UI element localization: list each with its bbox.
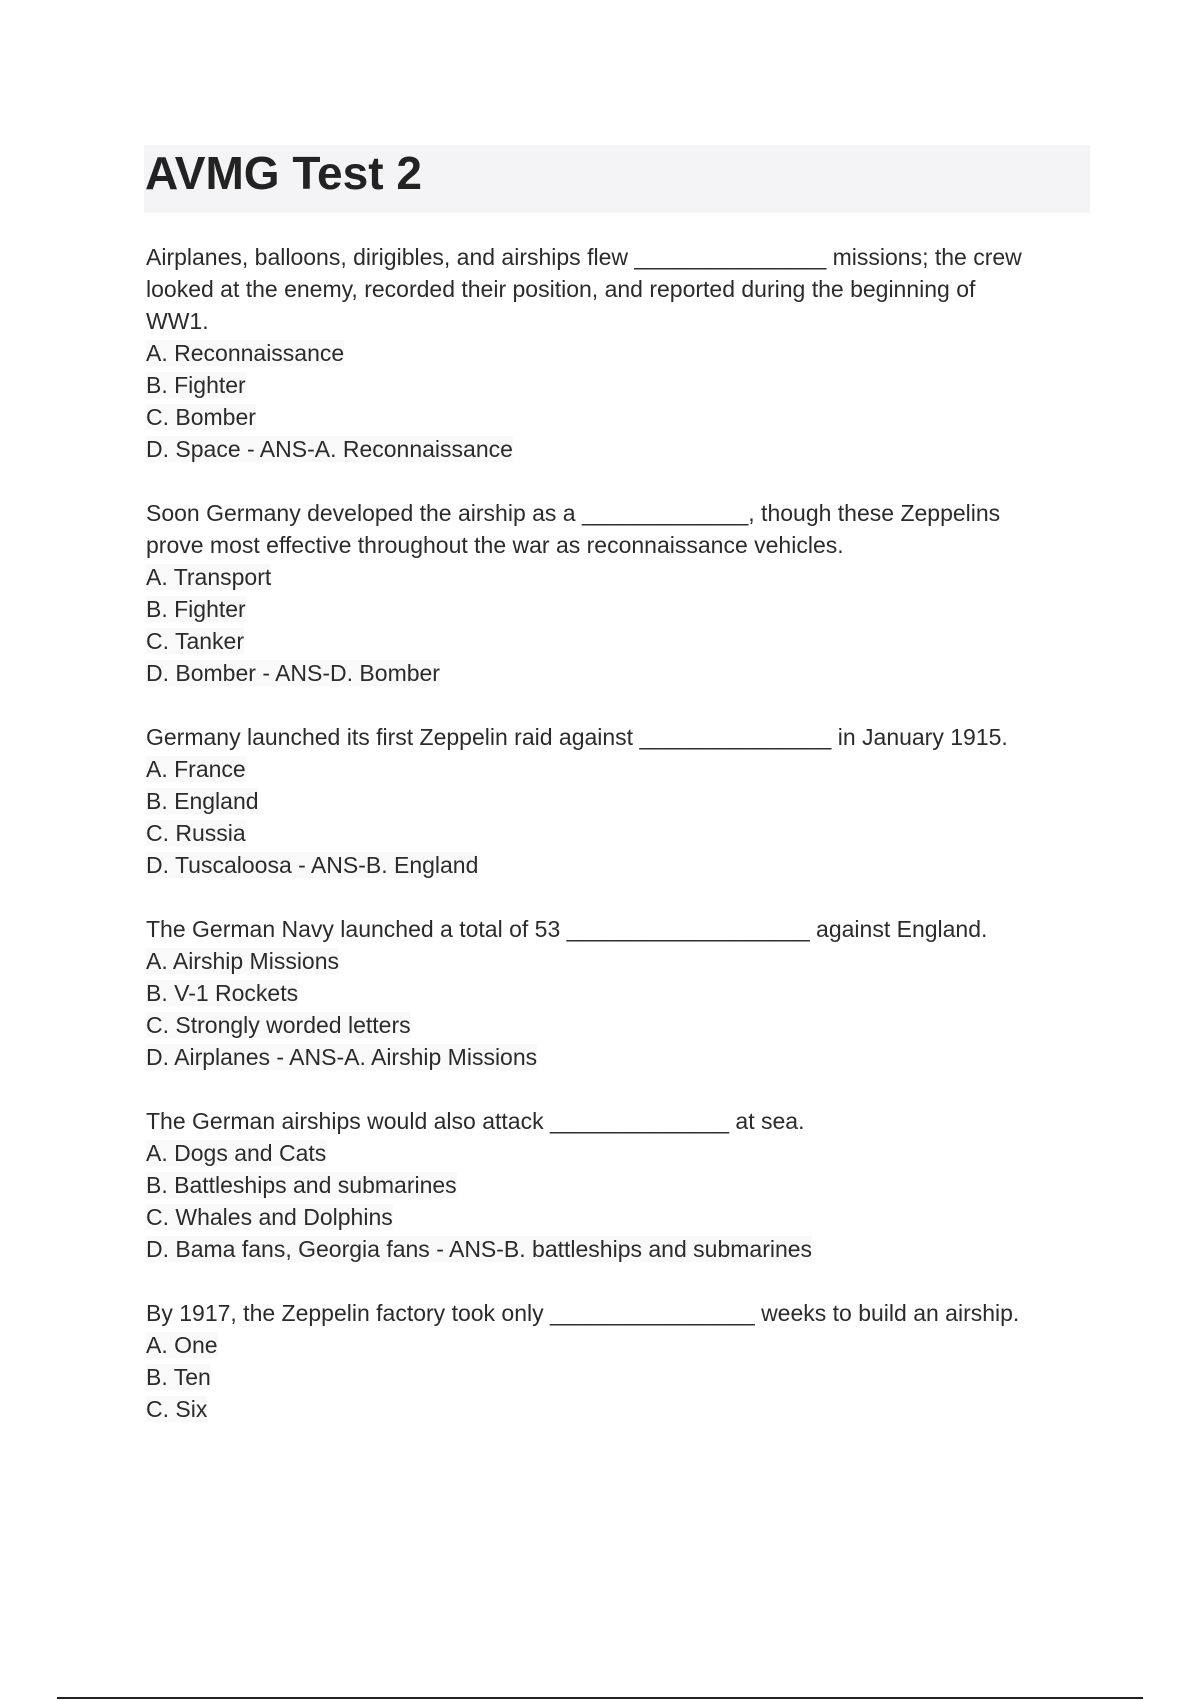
- question-line: prove most effective throughout the war as reconnaissance vehicles.: [146, 532, 844, 558]
- answer-option: A. One: [146, 1332, 218, 1358]
- question-text: [146, 497, 1076, 561]
- question-5: [146, 1105, 1076, 1265]
- question-3: [146, 721, 1076, 881]
- question-line: Airplanes, balloons, dirigibles, and airships flew _______________ missions; the crew: [146, 244, 1022, 270]
- question-4: [146, 913, 1076, 1073]
- question-line: By 1917, the Zeppelin factory took only ________________ weeks to build an airship.: [146, 1300, 1020, 1326]
- answer-option: C. Bomber: [146, 404, 256, 430]
- answer-option: A. Transport: [146, 564, 272, 590]
- question-1: [146, 241, 1076, 465]
- question-text: [146, 241, 1076, 337]
- answer-option: C. Six: [146, 1396, 208, 1422]
- question-line: looked at the enemy, recorded their position, and reported during the beginning of: [146, 276, 976, 302]
- answer-option: A. France: [146, 756, 246, 782]
- answer-option: C. Tanker: [146, 628, 245, 654]
- question-6: [146, 1297, 1076, 1425]
- question-text: [146, 1297, 1076, 1329]
- answer-option: B. England: [146, 788, 259, 814]
- answer-option-with-key: D. Tuscaloosa - ANS-B. England: [146, 852, 479, 878]
- answer-option: A. Reconnaissance: [146, 340, 345, 366]
- answer-option: A. Dogs and Cats: [146, 1140, 327, 1166]
- answer-option-with-key: D. Bomber - ANS-D. Bomber: [146, 660, 440, 686]
- question-line: The German airships would also attack ______________ at sea.: [146, 1108, 805, 1134]
- footer-divider: [57, 1697, 1143, 1699]
- page-title: AVMG Test 2: [145, 147, 422, 199]
- answer-option: C. Whales and Dolphins: [146, 1204, 393, 1230]
- question-2: [146, 497, 1076, 689]
- answer-option: B. Fighter: [146, 596, 246, 622]
- answer-option: C. Strongly worded letters: [146, 1012, 411, 1038]
- answer-option-with-key: D. Space - ANS-A. Reconnaissance: [146, 436, 513, 462]
- answer-option: B. Ten: [146, 1364, 211, 1390]
- question-line: WW1.: [146, 308, 209, 334]
- answer-option-with-key: D. Bama fans, Georgia fans - ANS-B. battleships and submarines: [146, 1236, 813, 1262]
- question-text: [146, 913, 1076, 945]
- question-text: [146, 1105, 1076, 1137]
- question-line: The German Navy launched a total of 53 ___________________ against England.: [146, 916, 988, 942]
- question-line: Soon Germany developed the airship as a _____________, though these Zeppelins: [146, 500, 1001, 526]
- answer-option-with-key: D. Airplanes - ANS-A. Airship Missions: [146, 1044, 538, 1070]
- answer-option: B. Fighter: [146, 372, 246, 398]
- answer-option: A. Airship Missions: [146, 948, 340, 974]
- question-line: Germany launched its first Zeppelin raid against _______________ in January 1915.: [146, 724, 1008, 750]
- answer-option: B. V-1 Rockets: [146, 980, 299, 1006]
- answer-option: B. Battleships and submarines: [146, 1172, 457, 1198]
- answer-option: C. Russia: [146, 820, 246, 846]
- question-text: [146, 721, 1076, 753]
- question-list: [146, 241, 1076, 1457]
